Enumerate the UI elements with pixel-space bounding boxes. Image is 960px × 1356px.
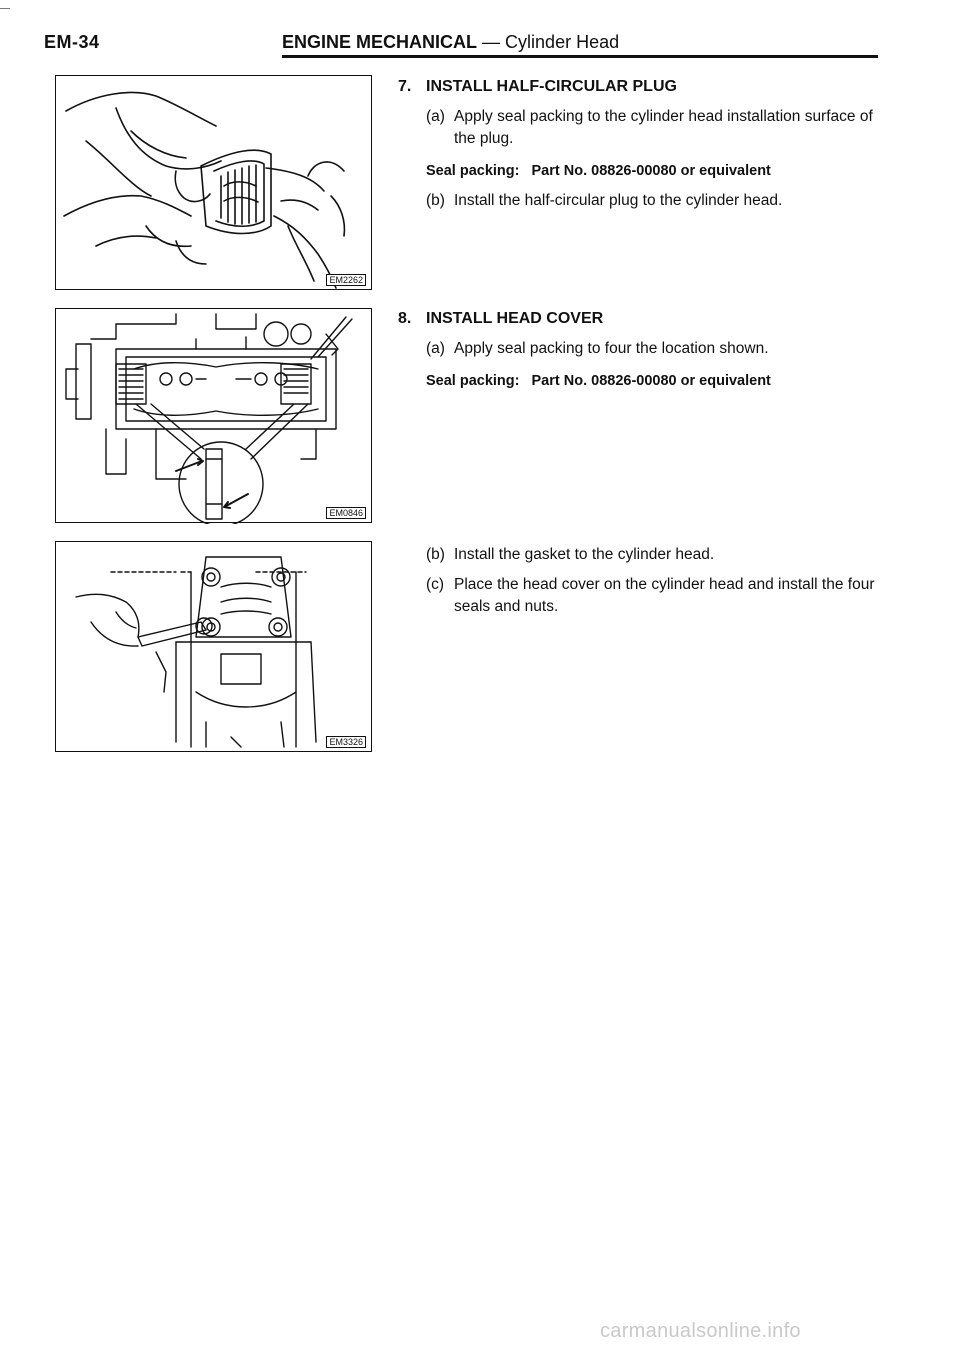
step-7a xyxy=(398,106,888,150)
figure-half-circular-plug xyxy=(55,75,372,290)
step-7b-label: (b) xyxy=(426,192,445,209)
spec-label: Seal packing: xyxy=(426,373,520,389)
title-sub: Cylinder Head xyxy=(505,32,620,52)
step-8a xyxy=(398,338,888,360)
figure-code: EM2262 xyxy=(326,274,366,286)
step-8b xyxy=(398,544,888,566)
figure-code: EM0846 xyxy=(326,507,366,519)
step-8-heading xyxy=(398,308,888,330)
title-dash: — xyxy=(482,32,501,52)
watermark: carmanualsonline.info xyxy=(600,1320,801,1342)
step-7a-text: Apply seal packing to the cylinder head installation surface of the plug. xyxy=(454,108,873,147)
step-8c-label: (c) xyxy=(426,576,445,593)
step-7-spec xyxy=(426,160,888,182)
title-main: ENGINE MECHANICAL xyxy=(282,32,478,52)
step-8-number: 8. xyxy=(398,310,412,327)
step-8b-label: (b) xyxy=(426,546,445,563)
step-8c-text: Place the head cover on the cylinder head and install the four seals and nuts. xyxy=(454,576,875,615)
step-7-number: 7. xyxy=(398,78,412,95)
header-rule xyxy=(282,55,878,58)
step-8a-label: (a) xyxy=(426,340,445,357)
step-8a-text: Apply seal packing to four the location shown. xyxy=(454,340,769,357)
step-8-continued xyxy=(398,536,888,618)
spec-value: Part No. 08826-00080 or equivalent xyxy=(531,163,771,179)
spec-label: Seal packing: xyxy=(426,163,520,179)
step-7-title: INSTALL HALF-CIRCULAR PLUG xyxy=(426,78,677,95)
figure-seal-packing-locations xyxy=(55,308,372,523)
step-7-section xyxy=(398,76,888,212)
step-8b-text: Install the gasket to the cylinder head. xyxy=(454,546,715,563)
step-8-spec xyxy=(426,370,888,392)
step-8c xyxy=(398,574,888,618)
wrench-illustration xyxy=(56,542,373,753)
figure-code: EM3326 xyxy=(326,736,366,748)
spec-value: Part No. 08826-00080 or equivalent xyxy=(531,373,771,389)
step-8-section xyxy=(398,308,888,392)
figure-install-head-cover xyxy=(55,541,372,752)
page-title xyxy=(282,32,619,53)
page-header xyxy=(0,0,960,60)
step-8-title: INSTALL HEAD COVER xyxy=(426,310,604,327)
step-7b-text: Install the half-circular plug to the cylinder head. xyxy=(454,192,783,209)
step-7b xyxy=(398,190,888,212)
step-7a-label: (a) xyxy=(426,108,445,125)
plug-illustration xyxy=(56,76,373,291)
page-code: EM-34 xyxy=(44,32,100,52)
step-7-heading xyxy=(398,76,888,98)
head-cover-illustration xyxy=(56,309,373,524)
